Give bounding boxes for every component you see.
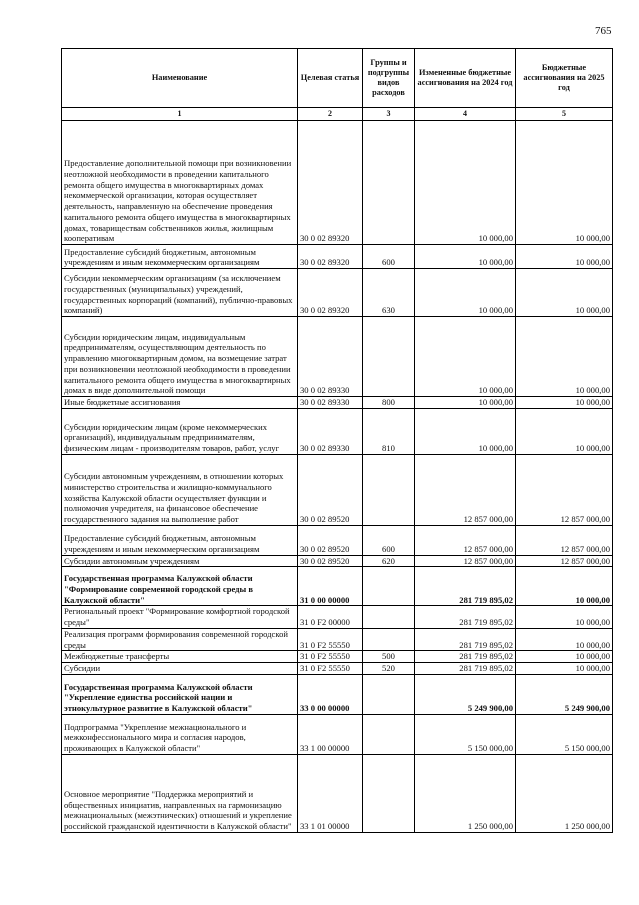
row-code: 33 1 00 00000: [298, 714, 363, 754]
row-name: Субсидии некоммерческим организациям (за исключением государственных (муниципальных) учреждений, государственных корпораций (компаний), публично-правовых компаний): [62, 269, 298, 317]
budget-table: [61, 48, 613, 833]
row-value-2024: 281 719 895,02: [415, 651, 516, 663]
row-value-2025: 10 000,00: [516, 662, 613, 674]
row-group: [363, 714, 415, 754]
row-value-2025: 10 000,00: [516, 317, 613, 397]
row-group: [363, 317, 415, 397]
header-2024: Измененные бюджетные ассигнования на 2024 год: [415, 49, 516, 108]
row-name: Предоставление субсидий бюджетным, автономным учреждениям и иным некоммерческим организациям: [62, 525, 298, 555]
row-name: Субсидии автономным учреждениям: [62, 555, 298, 567]
row-value-2024: 281 719 895,02: [415, 606, 516, 628]
row-group: [363, 628, 415, 650]
table-row: [62, 525, 613, 555]
row-group: 500: [363, 651, 415, 663]
row-code: 31 0 00 00000: [298, 567, 363, 606]
table-row: [62, 651, 613, 663]
row-code: 30 0 02 89330: [298, 408, 363, 454]
row-value-2024: 12 857 000,00: [415, 525, 516, 555]
table-row: [62, 754, 613, 832]
row-group: [363, 121, 415, 245]
table-row: [62, 606, 613, 628]
row-value-2025: 10 000,00: [516, 121, 613, 245]
row-value-2024: 5 249 900,00: [415, 674, 516, 714]
row-value-2024: 10 000,00: [415, 397, 516, 409]
row-value-2024: 10 000,00: [415, 317, 516, 397]
row-group: [363, 674, 415, 714]
row-value-2025: 10 000,00: [516, 408, 613, 454]
col-number: 5: [516, 108, 613, 121]
row-code: 33 1 01 00000: [298, 754, 363, 832]
header-group: Группы и подгруппы видов расходов: [363, 49, 415, 108]
row-group: 800: [363, 397, 415, 409]
row-value-2025: 10 000,00: [516, 397, 613, 409]
column-number-row: [62, 108, 613, 121]
row-code: 31 0 F2 55550: [298, 651, 363, 663]
table-row: [62, 555, 613, 567]
row-code: 30 0 02 89520: [298, 454, 363, 525]
row-group: 600: [363, 245, 415, 269]
header-name: Наименование: [62, 49, 298, 108]
row-value-2025: 5 249 900,00: [516, 674, 613, 714]
row-name: Субсидии: [62, 662, 298, 674]
table-row: [62, 454, 613, 525]
row-value-2025: 10 000,00: [516, 606, 613, 628]
row-name: Межбюджетные трансферты: [62, 651, 298, 663]
row-value-2025: 10 000,00: [516, 269, 613, 317]
row-code: 30 0 02 89320: [298, 121, 363, 245]
row-code: 31 0 F2 55550: [298, 628, 363, 650]
row-group: [363, 606, 415, 628]
row-value-2024: 12 857 000,00: [415, 454, 516, 525]
row-code: 30 0 02 89520: [298, 555, 363, 567]
table-row: [62, 674, 613, 714]
row-value-2024: 12 857 000,00: [415, 555, 516, 567]
row-code: 31 0 F2 00000: [298, 606, 363, 628]
col-number: 4: [415, 108, 516, 121]
row-code: 33 0 00 00000: [298, 674, 363, 714]
row-group: 600: [363, 525, 415, 555]
row-name: Субсидии автономным учреждениям, в отношении которых министерство строительства и жилищно-коммунального хозяйства Калужской области осуществляет функции и полномочия учредителя, на финансовое обеспечение государственного задания на выполнение работ: [62, 454, 298, 525]
table-row: [62, 269, 613, 317]
row-value-2024: 281 719 895,02: [415, 662, 516, 674]
row-group: [363, 454, 415, 525]
row-value-2025: 5 150 000,00: [516, 714, 613, 754]
header-code: Целевая статья: [298, 49, 363, 108]
table-row: [62, 628, 613, 650]
row-code: 30 0 02 89330: [298, 397, 363, 409]
row-name: Основное мероприятие "Поддержка мероприятий и общественных инициатив, направленных на гармонизацию межнациональных (межэтнических) отношений и укрепление российской гражданской идентичности в Калужской области": [62, 754, 298, 832]
table-row: [62, 121, 613, 245]
row-value-2024: 10 000,00: [415, 269, 516, 317]
table-row: [62, 317, 613, 397]
row-value-2024: 10 000,00: [415, 408, 516, 454]
header-2025: Бюджетные ассигнования на 2025 год: [516, 49, 613, 108]
header-row: [62, 49, 613, 108]
row-value-2025: 10 000,00: [516, 651, 613, 663]
row-value-2024: 10 000,00: [415, 121, 516, 245]
row-group: 810: [363, 408, 415, 454]
row-group: [363, 567, 415, 606]
row-value-2025: 10 000,00: [516, 567, 613, 606]
row-name: Региональный проект "Формирование комфортной городской среды": [62, 606, 298, 628]
page-number: 765: [595, 25, 612, 37]
row-name: Предоставление субсидий бюджетным, автономным учреждениям и иным некоммерческим организациям: [62, 245, 298, 269]
row-group: 620: [363, 555, 415, 567]
row-code: 31 0 F2 55550: [298, 662, 363, 674]
row-value-2024: 281 719 895,02: [415, 628, 516, 650]
row-code: 30 0 02 89520: [298, 525, 363, 555]
row-name: Подпрограмма "Укрепление межнационального и межконфессионального мира и согласия народов, проживающих в Калужской области": [62, 714, 298, 754]
table-row: [62, 397, 613, 409]
row-value-2025: 1 250 000,00: [516, 754, 613, 832]
row-code: 30 0 02 89320: [298, 245, 363, 269]
row-name: Государственная программа Калужской области "Укрепление единства российской нации и этнокультурное развитие в Калужской области": [62, 674, 298, 714]
row-value-2025: 12 857 000,00: [516, 525, 613, 555]
table-body: [62, 121, 613, 833]
row-value-2025: 12 857 000,00: [516, 555, 613, 567]
row-value-2025: 12 857 000,00: [516, 454, 613, 525]
table-row: [62, 567, 613, 606]
row-value-2024: 10 000,00: [415, 245, 516, 269]
row-value-2025: 10 000,00: [516, 245, 613, 269]
row-code: 30 0 02 89320: [298, 269, 363, 317]
col-number: 1: [62, 108, 298, 121]
table-row: [62, 245, 613, 269]
row-code: 30 0 02 89330: [298, 317, 363, 397]
col-number: 3: [363, 108, 415, 121]
row-group: 520: [363, 662, 415, 674]
row-name: Иные бюджетные ассигнования: [62, 397, 298, 409]
row-value-2024: 281 719 895,02: [415, 567, 516, 606]
col-number: 2: [298, 108, 363, 121]
table-row: [62, 408, 613, 454]
table-row: [62, 714, 613, 754]
row-value-2024: 1 250 000,00: [415, 754, 516, 832]
row-value-2024: 5 150 000,00: [415, 714, 516, 754]
row-name: Субсидии юридическим лицам (кроме некоммерческих организаций), индивидуальным предпринимателям, физическим лицам - производителям товаров, работ, услуг: [62, 408, 298, 454]
table-row: [62, 662, 613, 674]
row-value-2025: 10 000,00: [516, 628, 613, 650]
row-name: Реализация программ формирования современной городской среды: [62, 628, 298, 650]
row-group: [363, 754, 415, 832]
row-name: Государственная программа Калужской области "Формирование современной городской среды в Калужской области": [62, 567, 298, 606]
row-name: Предоставление дополнительной помощи при возникновении неотложной необходимости в проведении капитального ремонта общего имущества в многоквартирных домах некоммерческой организации, которая осуществляет деятельность, направленную на обеспечение проведения капитального ремонта общего имущества в многоквартирных домах, товариществам собственников жилья, жилищным кооперативам: [62, 121, 298, 245]
row-group: 630: [363, 269, 415, 317]
row-name: Субсидии юридическим лицам, индивидуальным предпринимателям, осуществляющим деятельность по управлению многоквартирным домом, на возмещение затрат при возникновении неотложной необходимости в проведении капитального ремонта общего имущества в многоквартирных домах в виде дополнительной помощи: [62, 317, 298, 397]
